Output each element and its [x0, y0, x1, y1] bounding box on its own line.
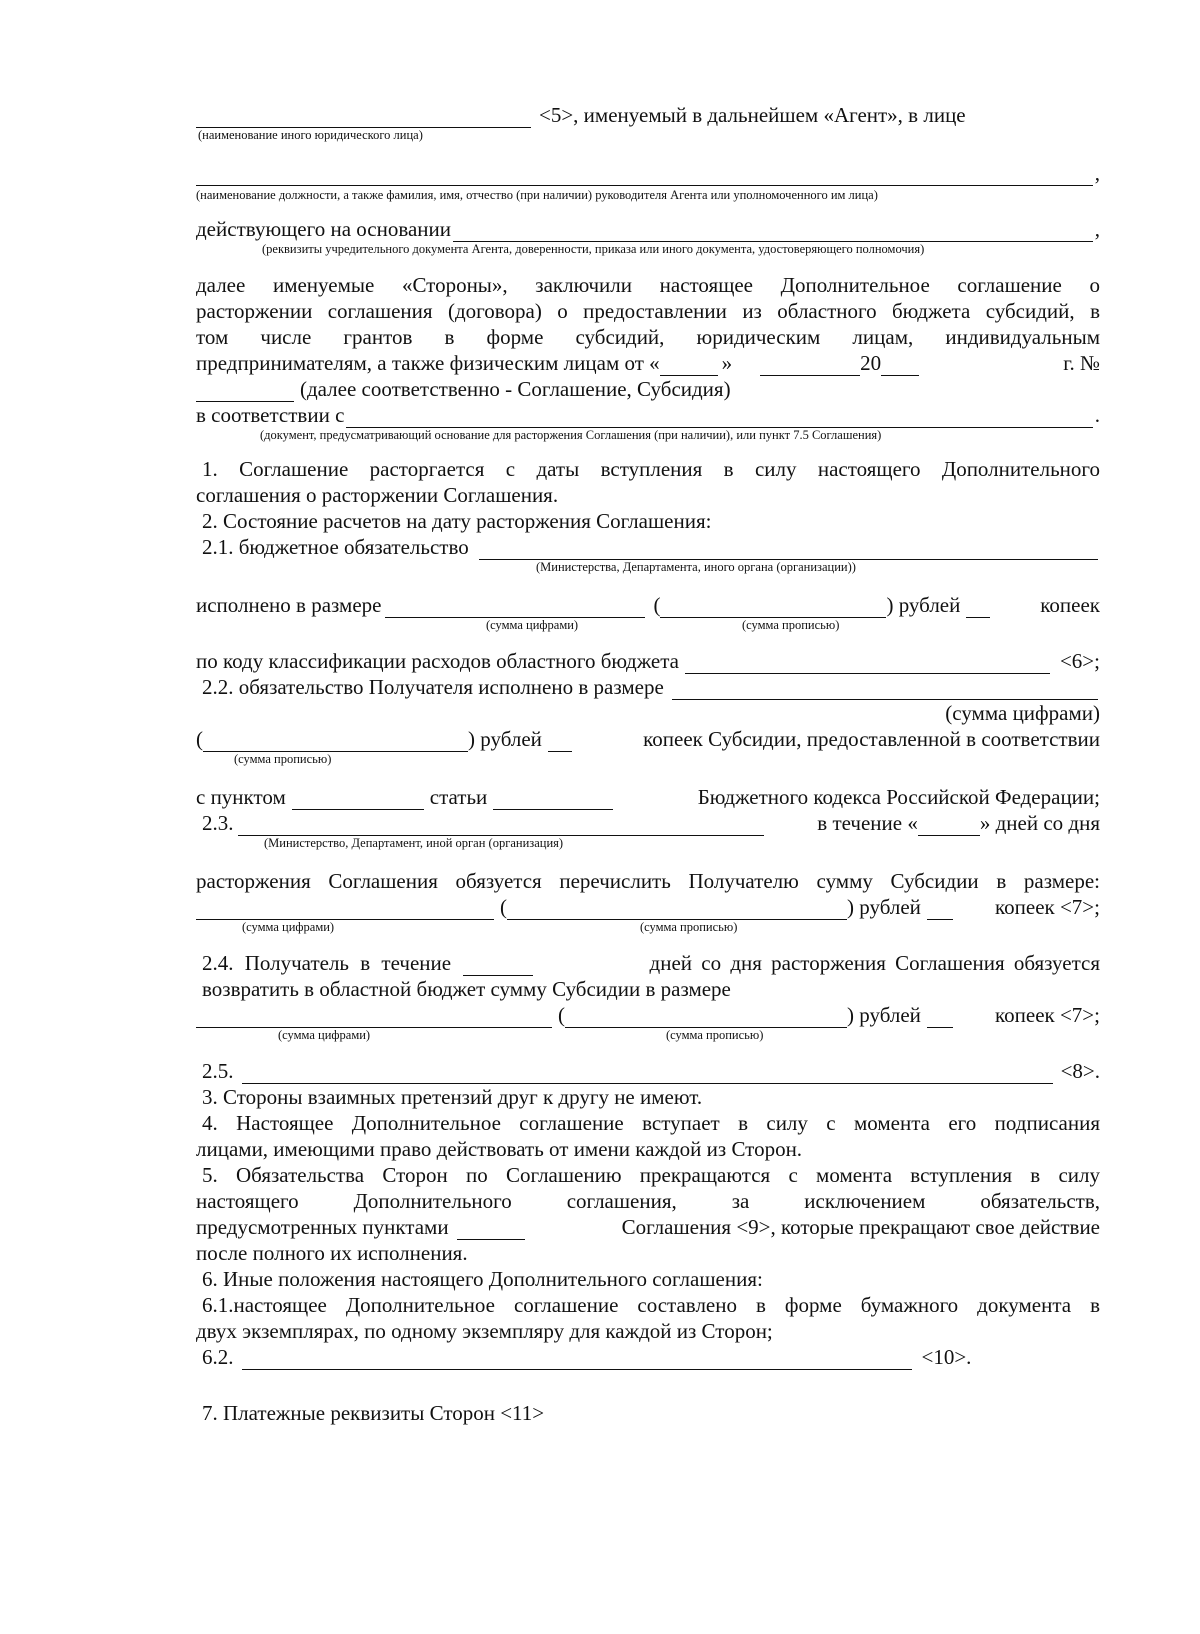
document-page: [196, 100, 1100, 1426]
acting-label: действующего на основании: [196, 217, 452, 241]
item-5-line-4: после полного их исполнения.: [196, 1241, 468, 1265]
item-7: 7. Платежные реквизиты Сторон <11>: [202, 1401, 545, 1425]
intro-line-4: [196, 350, 1100, 376]
item-5-line-3-b: Соглашения <9>, которые прекращают свое действие: [621, 1215, 1100, 1239]
item-6-2-blank: [242, 1349, 912, 1370]
item-1: [196, 456, 1100, 482]
position-comma: ,: [1094, 161, 1100, 185]
item-2-2-blank: [672, 679, 1098, 700]
item-6-2-note: <10>.: [921, 1345, 972, 1369]
item-2-4-line: [196, 950, 1100, 976]
punkt-line: [196, 784, 1100, 810]
item-5-line-3: [196, 1214, 1100, 1240]
intro-paragraph: [196, 272, 1100, 442]
item-6-2-line: [196, 1344, 1100, 1370]
item-2-3-line: [196, 810, 1100, 836]
item-2-3-days: » дней со дня: [979, 811, 1100, 835]
punkt-blank: [292, 789, 424, 810]
item-2-4-captions: [196, 1028, 1100, 1042]
item-2-2-open-paren: (: [196, 727, 203, 751]
item-2-4-kop-blank: [927, 1007, 953, 1028]
agent-line: [196, 102, 1100, 128]
item-2-3-caption: (Министерство, Департамент, иной орган (организация): [264, 836, 564, 850]
kbk-label: по коду классификации расходов областного бюджета: [196, 649, 679, 673]
intro-line-3: том числе грантов в форме субсидий, юридическим лицам, индивидуальным: [196, 325, 1100, 349]
stati-blank: [493, 789, 613, 810]
item-2-5-blank: [242, 1063, 1053, 1084]
year-prefix: 20: [860, 351, 882, 375]
accord-line: [196, 402, 1100, 428]
item-2-4-words-caption: (сумма прописью): [666, 1028, 764, 1042]
agent-line-text: <5>, именуемый в дальнейшем «Агент», в лице: [539, 103, 966, 127]
year-blank: [881, 355, 919, 376]
kbk-line: [196, 648, 1100, 674]
item-2-2-words-caption: (сумма прописью): [234, 752, 332, 766]
bk-label: Бюджетного кодекса Российской Федерации;: [697, 785, 1100, 809]
item-2-5-line: [196, 1058, 1100, 1084]
agent-caption: (наименование иного юридического лица): [198, 128, 423, 142]
item-2-5-num: 2.5.: [202, 1059, 234, 1083]
agreement-number-blank: [196, 381, 294, 402]
item-2-1-line: [196, 534, 1100, 560]
item-1-line-1: 1. Соглашение расторгается с даты вступления в силу настоящего Дополнительного: [202, 457, 1100, 481]
accord-label: в соответствии с: [196, 403, 345, 427]
item-3: 3. Стороны взаимных претензий друг к другу не имеют.: [202, 1085, 703, 1109]
item-2-3-during: в течение «: [817, 811, 918, 835]
item-2-2-label: 2.2. обязательство Получателя исполнено в размере: [202, 675, 664, 699]
item-2-3-words-caption: (сумма прописью): [640, 920, 738, 934]
item-2-4-kop-note: копеек <7>;: [995, 1003, 1100, 1027]
intro-line-1: далее именуемые «Стороны», заключили настоящее Дополнительное соглашение о: [196, 273, 1100, 297]
item-2-4-open-paren: (: [558, 1003, 565, 1027]
stati-label: статьи: [429, 785, 488, 809]
item-2-4-amount-row: [196, 1002, 1100, 1028]
accord-blank: [346, 407, 1092, 428]
item-2-4-digits-caption: (сумма цифрами): [278, 1028, 371, 1042]
intro-line-2: расторжении соглашения (договора) о предоставлении из областного бюджета субсидий, в: [196, 299, 1100, 323]
item-2-4-a: 2.4. Получатель в течение: [202, 951, 452, 975]
item-2-3-line-2: расторжения Соглашения обязуется перечислить Получателю сумму Субсидии в размере:: [196, 869, 1100, 893]
acting-line: [196, 216, 1100, 242]
item-2-3-kop-note: копеек <7>;: [995, 895, 1100, 919]
kbk-blank: [685, 653, 1050, 674]
item-5-line-2: настоящего Дополнительного соглашения, за исключением обязательств,: [196, 1189, 1100, 1213]
item-2-4-b: дней со дня расторжения Соглашения обязуется: [649, 951, 1100, 975]
item-2-4-words-blank: [565, 1007, 847, 1028]
item-2-3-org-blank: [238, 815, 764, 836]
position-caption: (наименование должности, а также фамилия, имя, отчество (при наличии) руководителя Агента или уполномоченного им лица): [196, 188, 878, 202]
day-blank: [660, 355, 718, 376]
item-2-3-kop-blank: [927, 899, 953, 920]
item-2-3-num: 2.3.: [202, 811, 234, 835]
executed-words-blank: [660, 597, 886, 618]
agent-name-blank: [196, 107, 531, 128]
item-5-points-blank: [457, 1219, 525, 1240]
executed-open-paren: (: [653, 593, 661, 617]
item-6-1-line-2: двух экземплярах, по одному экземпляру для каждой из Сторон;: [196, 1319, 773, 1343]
item-6: 6. Иные положения настоящего Дополнительного соглашения:: [202, 1267, 763, 1291]
intro-line-5-text: (далее соответственно - Соглашение, Субсидия): [300, 377, 731, 401]
item-2-2-rub: ) рублей: [468, 727, 542, 751]
item-5-line-3-a: предусмотренных пунктами: [196, 1215, 449, 1239]
acting-caption: (реквизиты учредительного документа Агента, доверенности, приказа или иного документа, удостоверяющего полномочия): [262, 242, 925, 256]
item-2-1-blank: [479, 539, 1098, 560]
item-2-3-digits-blank: [196, 899, 494, 920]
item-2-5-note: <8>.: [1060, 1059, 1100, 1083]
executed-kop-blank: [966, 597, 990, 618]
item-4-line-1: 4. Настоящее Дополнительное соглашение вступает в силу с момента его подписания: [202, 1111, 1100, 1135]
item-2-2-digits-row: [196, 700, 1100, 726]
punkt-label: с пунктом: [196, 785, 286, 809]
item-2-3-digits-caption: (сумма цифрами): [242, 920, 335, 934]
item-2-3-amount-row: [196, 894, 1100, 920]
item-2-3-days-blank: [918, 815, 980, 836]
executed-label: исполнено в размере: [196, 593, 382, 617]
position-blank: [196, 165, 1093, 186]
item-2-2-kop-blank: [548, 731, 572, 752]
executed-words-caption: (сумма прописью): [742, 618, 840, 632]
acting-comma: ,: [1094, 217, 1100, 241]
item-2-2-tail: копеек Субсидии, предоставленной в соответствии: [643, 727, 1100, 751]
executed-digits-caption: (сумма цифрами): [486, 618, 579, 632]
item-2: 2. Состояние расчетов на дату расторжения Соглашения:: [202, 509, 712, 533]
position-line: [196, 160, 1100, 186]
item-2-4-line-2: возвратить в областной бюджет сумму Субсидии в размере: [202, 977, 731, 1001]
executed-rub: ) рублей: [886, 593, 961, 617]
executed-digits-blank: [385, 597, 645, 618]
item-2-4-digits-blank: [196, 1007, 552, 1028]
month-blank: [760, 355, 860, 376]
item-2-1-caption: (Министерства, Департамента, иного органа (организации)): [536, 560, 856, 574]
item-2-3-captions: [196, 920, 1100, 934]
item-2-2-words-blank: [203, 731, 468, 752]
kbk-note: <6>;: [1059, 649, 1100, 673]
item-2-2-line: [196, 674, 1100, 700]
accord-period: .: [1094, 403, 1100, 427]
accord-caption: (документ, предусматривающий основание для расторжения Соглашения (при наличии), или пункт 7.5 Соглашения): [260, 428, 882, 442]
item-2-3-words-blank: [507, 899, 847, 920]
executed-captions: [196, 618, 1100, 632]
item-4-line-2: лицами, имеющими право действовать от имени каждой из Сторон.: [196, 1137, 803, 1161]
item-6-2-num: 6.2.: [202, 1345, 234, 1369]
item-2-4-rub: ) рублей: [847, 1003, 921, 1027]
item-6-1-line-1: 6.1.настоящее Дополнительное соглашение составлено в форме бумажного документа в: [202, 1293, 1100, 1317]
item-2-1-label: 2.1. бюджетное обязательство: [202, 535, 469, 559]
intro-line-5: [196, 376, 1100, 402]
intro-line-4-text: предпринимателям, а также физическим лицам от «: [196, 351, 660, 375]
executed-line: [196, 592, 1100, 618]
item-2-3-open-paren: (: [500, 895, 507, 919]
item-2-3-rub: ) рублей: [847, 895, 921, 919]
number-sign: г. №: [1063, 351, 1100, 375]
intro-quote-close: »: [721, 351, 733, 375]
item-1-line-2: соглашения о расторжении Соглашения.: [196, 483, 559, 507]
item-2-4-days-blank: [463, 955, 533, 976]
executed-kop: копеек: [1040, 593, 1100, 617]
item-5-line-1: 5. Обязательства Сторон по Соглашению прекращаются с момента вступления в силу: [202, 1163, 1100, 1187]
item-2-2-digits-caption: (сумма цифрами): [945, 701, 1100, 725]
acting-blank: [453, 221, 1093, 242]
item-2-2-words-row: [196, 726, 1100, 752]
